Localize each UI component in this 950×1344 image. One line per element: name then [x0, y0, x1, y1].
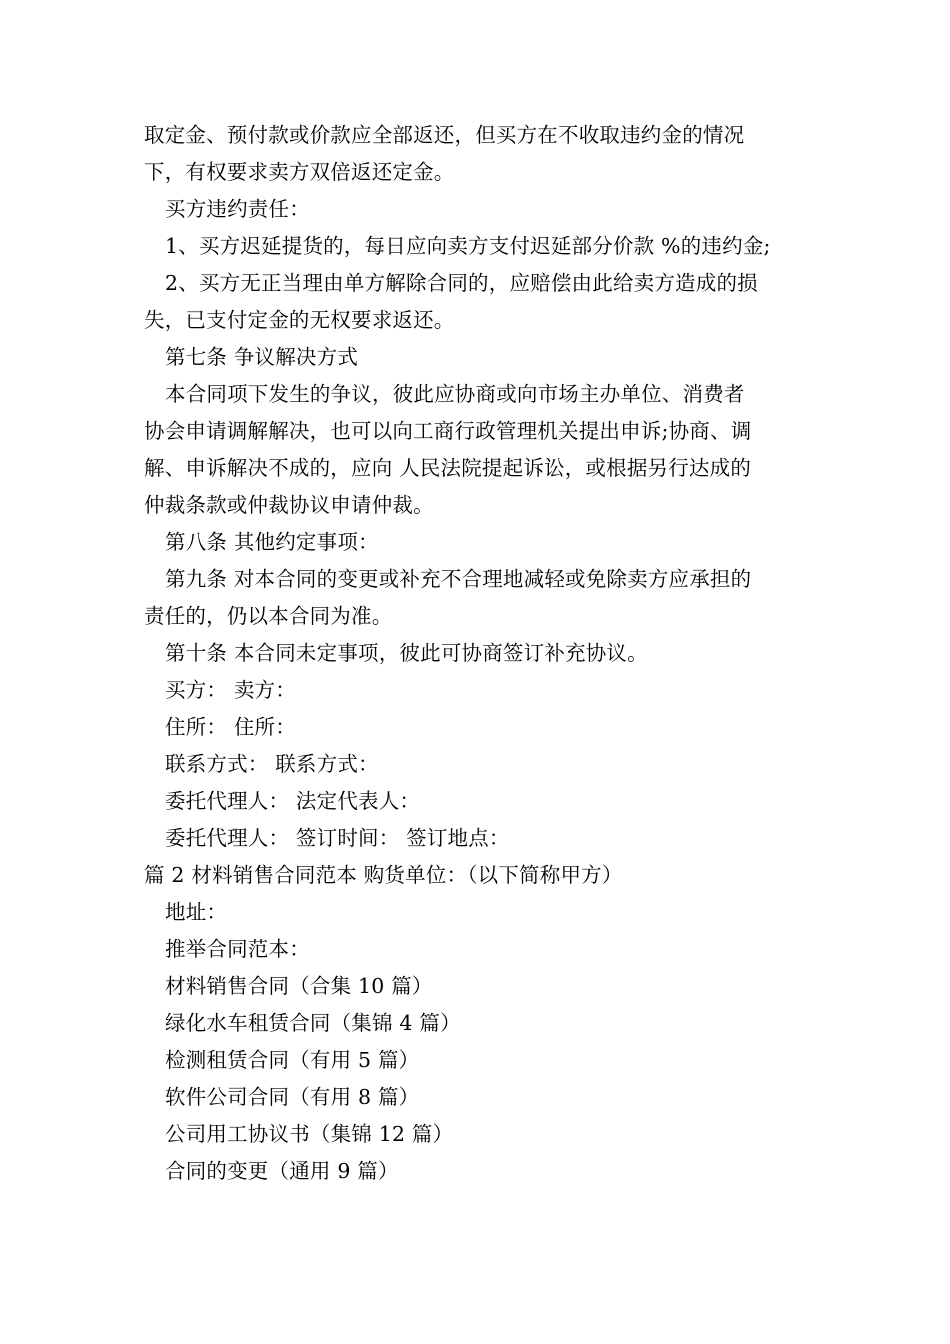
paragraph-line: 责任的，仍以本合同为准。	[144, 604, 393, 628]
paragraph-line: 失，已支付定金的无权要求返还。	[144, 308, 455, 332]
recommended-link[interactable]: 检测租赁合同（有用 5 篇）	[165, 1048, 420, 1072]
recommended-link[interactable]: 软件公司合同（有用 8 篇）	[165, 1085, 420, 1109]
recommended-heading: 推举合同范本：	[165, 937, 310, 961]
address-field: 地址：	[165, 900, 228, 924]
recommended-link[interactable]: 合同的变更（通用 9 篇）	[165, 1159, 399, 1183]
clause-item: 2、买方无正当理由单方解除合同的，应赔偿由此给卖方造成的损	[165, 271, 758, 295]
article-heading: 第七条 争议解决方式	[165, 345, 359, 369]
paragraph-line: 下，有权要求卖方双倍返还定金。	[144, 160, 455, 184]
paragraph-line: 第十条 本合同未定事项，彼此可协商签订补充协议。	[165, 641, 648, 665]
recommended-link[interactable]: 绿化水车租赁合同（集锦 4 篇）	[165, 1011, 461, 1035]
document-body	[144, 117, 808, 1190]
section-title: 篇 2 材料销售合同范本 购货单位：（以下简称甲方）	[144, 863, 623, 887]
paragraph-line: 本合同项下发生的争议，彼此应协商或向市场主办单位、消费者	[165, 382, 745, 406]
paragraph-line: 协会申请调解解决，也可以向工商行政管理机关提出申诉;协商、调	[144, 419, 752, 443]
signature-field: 住所： 住所：	[165, 715, 296, 739]
recommended-link[interactable]: 材料销售合同（合集 10 篇）	[165, 974, 433, 998]
paragraph-line: 取定金、预付款或价款应全部返还，但买方在不收取违约金的情况	[144, 123, 745, 147]
signature-field: 委托代理人： 签订时间： 签订地点：	[165, 826, 510, 850]
paragraph-line: 解、申诉解决不成的，应向 人民法院提起诉讼，或根据另行达成的	[144, 456, 752, 480]
clause-item: 1、买方迟延提货的，每日应向卖方支付迟延部分价款 %的违约金;	[165, 234, 771, 258]
signature-field: 买方： 卖方：	[165, 678, 296, 702]
signature-field: 联系方式： 联系方式：	[165, 752, 379, 776]
section-heading: 买方违约责任：	[165, 197, 310, 221]
paragraph-line: 仲裁条款或仲裁协议申请仲裁。	[144, 493, 434, 517]
signature-field: 委托代理人： 法定代表人：	[165, 789, 421, 813]
paragraph-line: 第九条 对本合同的变更或补充不合理地减轻或免除卖方应承担的	[165, 567, 752, 591]
article-heading: 第八条 其他约定事项：	[165, 530, 379, 554]
recommended-link[interactable]: 公司用工协议书（集锦 12 篇）	[165, 1122, 454, 1146]
